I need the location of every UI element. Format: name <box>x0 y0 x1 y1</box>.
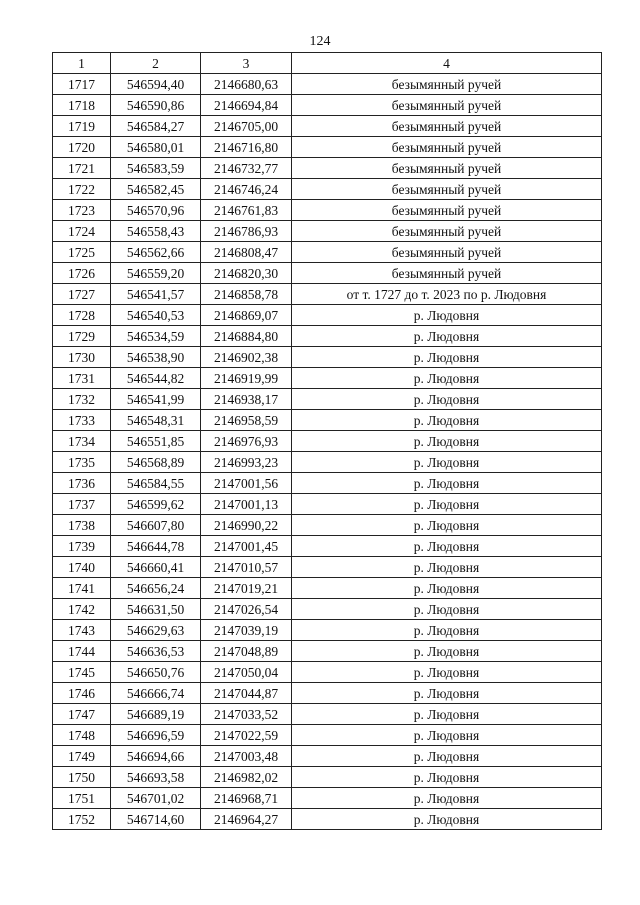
table-row <box>53 473 602 494</box>
point-number-cell: 1740 <box>53 557 111 578</box>
description-cell: безымянный ручей <box>292 158 602 179</box>
y-coordinate-cell: 2146820,30 <box>201 263 292 284</box>
description-cell: р. Людовня <box>292 704 602 725</box>
y-coordinate-cell: 2147048,89 <box>201 641 292 662</box>
table-row <box>53 347 602 368</box>
x-coordinate-cell: 546548,31 <box>111 410 201 431</box>
table-row <box>53 536 602 557</box>
point-number-cell: 1728 <box>53 305 111 326</box>
point-number-cell: 1745 <box>53 662 111 683</box>
table-row <box>53 578 602 599</box>
table-row <box>53 116 602 137</box>
description-cell: безымянный ручей <box>292 74 602 95</box>
y-coordinate-cell: 2146869,07 <box>201 305 292 326</box>
table-row <box>53 494 602 515</box>
x-coordinate-cell: 546544,82 <box>111 368 201 389</box>
y-coordinate-cell: 2147001,13 <box>201 494 292 515</box>
point-number-cell: 1730 <box>53 347 111 368</box>
point-number-cell: 1742 <box>53 599 111 620</box>
x-coordinate-cell: 546594,40 <box>111 74 201 95</box>
y-coordinate-cell: 2146716,80 <box>201 137 292 158</box>
x-coordinate-cell: 546631,50 <box>111 599 201 620</box>
x-coordinate-cell: 546584,55 <box>111 473 201 494</box>
x-coordinate-cell: 546538,90 <box>111 347 201 368</box>
description-cell: р. Людовня <box>292 473 602 494</box>
point-number-cell: 1750 <box>53 767 111 788</box>
point-number-cell: 1717 <box>53 74 111 95</box>
table-row <box>53 599 602 620</box>
point-number-cell: 1747 <box>53 704 111 725</box>
table-row <box>53 683 602 704</box>
x-coordinate-cell: 546629,63 <box>111 620 201 641</box>
y-coordinate-cell: 2147026,54 <box>201 599 292 620</box>
point-number-cell: 1723 <box>53 200 111 221</box>
y-coordinate-cell: 2147010,57 <box>201 557 292 578</box>
point-number-cell: 1735 <box>53 452 111 473</box>
y-coordinate-cell: 2146902,38 <box>201 347 292 368</box>
y-coordinate-cell: 2146958,59 <box>201 410 292 431</box>
description-cell: р. Людовня <box>292 431 602 452</box>
table-row <box>53 95 602 116</box>
description-cell: безымянный ручей <box>292 95 602 116</box>
y-coordinate-cell: 2146694,84 <box>201 95 292 116</box>
point-number-cell: 1719 <box>53 116 111 137</box>
table-row <box>53 137 602 158</box>
description-cell: безымянный ручей <box>292 116 602 137</box>
table-row <box>53 221 602 242</box>
table-row <box>53 326 602 347</box>
description-cell: р. Людовня <box>292 347 602 368</box>
table-row <box>53 788 602 809</box>
x-coordinate-cell: 546607,80 <box>111 515 201 536</box>
table-row <box>53 242 602 263</box>
table-row <box>53 158 602 179</box>
description-cell: р. Людовня <box>292 494 602 515</box>
table-row <box>53 620 602 641</box>
table-row <box>53 368 602 389</box>
x-coordinate-cell: 546570,96 <box>111 200 201 221</box>
table-row <box>53 809 602 830</box>
point-number-cell: 1741 <box>53 578 111 599</box>
y-coordinate-cell: 2147019,21 <box>201 578 292 599</box>
point-number-cell: 1718 <box>53 95 111 116</box>
point-number-cell: 1739 <box>53 536 111 557</box>
y-coordinate-cell: 2147044,87 <box>201 683 292 704</box>
x-coordinate-cell: 546701,02 <box>111 788 201 809</box>
table-row <box>53 410 602 431</box>
y-coordinate-cell: 2146884,80 <box>201 326 292 347</box>
table-body <box>53 53 602 830</box>
x-coordinate-cell: 546541,57 <box>111 284 201 305</box>
description-cell: безымянный ручей <box>292 242 602 263</box>
point-number-cell: 1751 <box>53 788 111 809</box>
point-number-cell: 1737 <box>53 494 111 515</box>
x-coordinate-cell: 546541,99 <box>111 389 201 410</box>
y-coordinate-cell: 2147001,56 <box>201 473 292 494</box>
x-coordinate-cell: 546714,60 <box>111 809 201 830</box>
y-coordinate-cell: 2147022,59 <box>201 725 292 746</box>
description-cell: р. Людовня <box>292 767 602 788</box>
description-cell: р. Людовня <box>292 536 602 557</box>
description-cell: р. Людовня <box>292 326 602 347</box>
x-coordinate-cell: 546534,59 <box>111 326 201 347</box>
description-cell: р. Людовня <box>292 662 602 683</box>
x-coordinate-cell: 546693,58 <box>111 767 201 788</box>
table-row <box>53 515 602 536</box>
table-row <box>53 389 602 410</box>
x-coordinate-cell: 546656,24 <box>111 578 201 599</box>
table-row <box>53 746 602 767</box>
y-coordinate-cell: 2147003,48 <box>201 746 292 767</box>
y-coordinate-cell: 2146732,77 <box>201 158 292 179</box>
y-coordinate-cell: 2146990,22 <box>201 515 292 536</box>
description-cell: р. Людовня <box>292 809 602 830</box>
y-coordinate-cell: 2146964,27 <box>201 809 292 830</box>
x-coordinate-cell: 546580,01 <box>111 137 201 158</box>
table-row <box>53 767 602 788</box>
point-number-cell: 1727 <box>53 284 111 305</box>
point-number-cell: 1725 <box>53 242 111 263</box>
y-coordinate-cell: 2147001,45 <box>201 536 292 557</box>
x-coordinate-cell: 546599,62 <box>111 494 201 515</box>
point-number-cell: 1743 <box>53 620 111 641</box>
header-cell-col-4: 4 <box>292 53 602 74</box>
y-coordinate-cell: 2146858,78 <box>201 284 292 305</box>
point-number-cell: 1721 <box>53 158 111 179</box>
x-coordinate-cell: 546582,45 <box>111 179 201 200</box>
description-cell: безымянный ручей <box>292 137 602 158</box>
description-cell: безымянный ручей <box>292 221 602 242</box>
y-coordinate-cell: 2146761,83 <box>201 200 292 221</box>
description-cell: р. Людовня <box>292 599 602 620</box>
table-row <box>53 452 602 473</box>
point-number-cell: 1733 <box>53 410 111 431</box>
y-coordinate-cell: 2146976,93 <box>201 431 292 452</box>
table-row <box>53 557 602 578</box>
description-cell: р. Людовня <box>292 515 602 536</box>
x-coordinate-cell: 546540,53 <box>111 305 201 326</box>
x-coordinate-cell: 546689,19 <box>111 704 201 725</box>
point-number-cell: 1738 <box>53 515 111 536</box>
description-cell: р. Людовня <box>292 620 602 641</box>
y-coordinate-cell: 2146993,23 <box>201 452 292 473</box>
description-cell: р. Людовня <box>292 578 602 599</box>
table-row <box>53 641 602 662</box>
y-coordinate-cell: 2147050,04 <box>201 662 292 683</box>
x-coordinate-cell: 546551,85 <box>111 431 201 452</box>
point-number-cell: 1734 <box>53 431 111 452</box>
description-cell: от т. 1727 до т. 2023 по р. Людовня <box>292 284 602 305</box>
table-row <box>53 179 602 200</box>
description-cell: р. Людовня <box>292 557 602 578</box>
point-number-cell: 1722 <box>53 179 111 200</box>
point-number-cell: 1746 <box>53 683 111 704</box>
x-coordinate-cell: 546660,41 <box>111 557 201 578</box>
description-cell: р. Людовня <box>292 410 602 431</box>
y-coordinate-cell: 2146746,24 <box>201 179 292 200</box>
description-cell: р. Людовня <box>292 746 602 767</box>
x-coordinate-cell: 546590,86 <box>111 95 201 116</box>
x-coordinate-cell: 546696,59 <box>111 725 201 746</box>
header-cell-col-2: 2 <box>111 53 201 74</box>
description-cell: р. Людовня <box>292 641 602 662</box>
description-cell: безымянный ручей <box>292 179 602 200</box>
x-coordinate-cell: 546583,59 <box>111 158 201 179</box>
y-coordinate-cell: 2146982,02 <box>201 767 292 788</box>
coordinates-table <box>52 52 602 830</box>
x-coordinate-cell: 546694,66 <box>111 746 201 767</box>
table-row <box>53 200 602 221</box>
point-number-cell: 1749 <box>53 746 111 767</box>
description-cell: р. Людовня <box>292 452 602 473</box>
x-coordinate-cell: 546644,78 <box>111 536 201 557</box>
point-number-cell: 1724 <box>53 221 111 242</box>
header-cell-col-3: 3 <box>201 53 292 74</box>
y-coordinate-cell: 2147039,19 <box>201 620 292 641</box>
table-row <box>53 263 602 284</box>
y-coordinate-cell: 2146919,99 <box>201 368 292 389</box>
point-number-cell: 1736 <box>53 473 111 494</box>
x-coordinate-cell: 546559,20 <box>111 263 201 284</box>
point-number-cell: 1744 <box>53 641 111 662</box>
point-number-cell: 1752 <box>53 809 111 830</box>
x-coordinate-cell: 546562,66 <box>111 242 201 263</box>
point-number-cell: 1720 <box>53 137 111 158</box>
description-cell: р. Людовня <box>292 305 602 326</box>
description-cell: р. Людовня <box>292 788 602 809</box>
description-cell: безымянный ручей <box>292 200 602 221</box>
table-row <box>53 74 602 95</box>
table-header-row <box>53 53 602 74</box>
y-coordinate-cell: 2146938,17 <box>201 389 292 410</box>
header-cell-col-1: 1 <box>53 53 111 74</box>
x-coordinate-cell: 546636,53 <box>111 641 201 662</box>
description-cell: р. Людовня <box>292 683 602 704</box>
y-coordinate-cell: 2146680,63 <box>201 74 292 95</box>
description-cell: р. Людовня <box>292 725 602 746</box>
table-row <box>53 662 602 683</box>
table-row <box>53 305 602 326</box>
table-row <box>53 431 602 452</box>
description-cell: р. Людовня <box>292 368 602 389</box>
description-cell: р. Людовня <box>292 389 602 410</box>
point-number-cell: 1731 <box>53 368 111 389</box>
x-coordinate-cell: 546568,89 <box>111 452 201 473</box>
table-row <box>53 725 602 746</box>
y-coordinate-cell: 2146968,71 <box>201 788 292 809</box>
x-coordinate-cell: 546650,76 <box>111 662 201 683</box>
y-coordinate-cell: 2147033,52 <box>201 704 292 725</box>
table-row <box>53 284 602 305</box>
y-coordinate-cell: 2146786,93 <box>201 221 292 242</box>
point-number-cell: 1726 <box>53 263 111 284</box>
table-row <box>53 704 602 725</box>
x-coordinate-cell: 546558,43 <box>111 221 201 242</box>
description-cell: безымянный ручей <box>292 263 602 284</box>
y-coordinate-cell: 2146808,47 <box>201 242 292 263</box>
point-number-cell: 1748 <box>53 725 111 746</box>
point-number-cell: 1729 <box>53 326 111 347</box>
page-number: 124 <box>309 34 331 49</box>
x-coordinate-cell: 546666,74 <box>111 683 201 704</box>
point-number-cell: 1732 <box>53 389 111 410</box>
y-coordinate-cell: 2146705,00 <box>201 116 292 137</box>
x-coordinate-cell: 546584,27 <box>111 116 201 137</box>
